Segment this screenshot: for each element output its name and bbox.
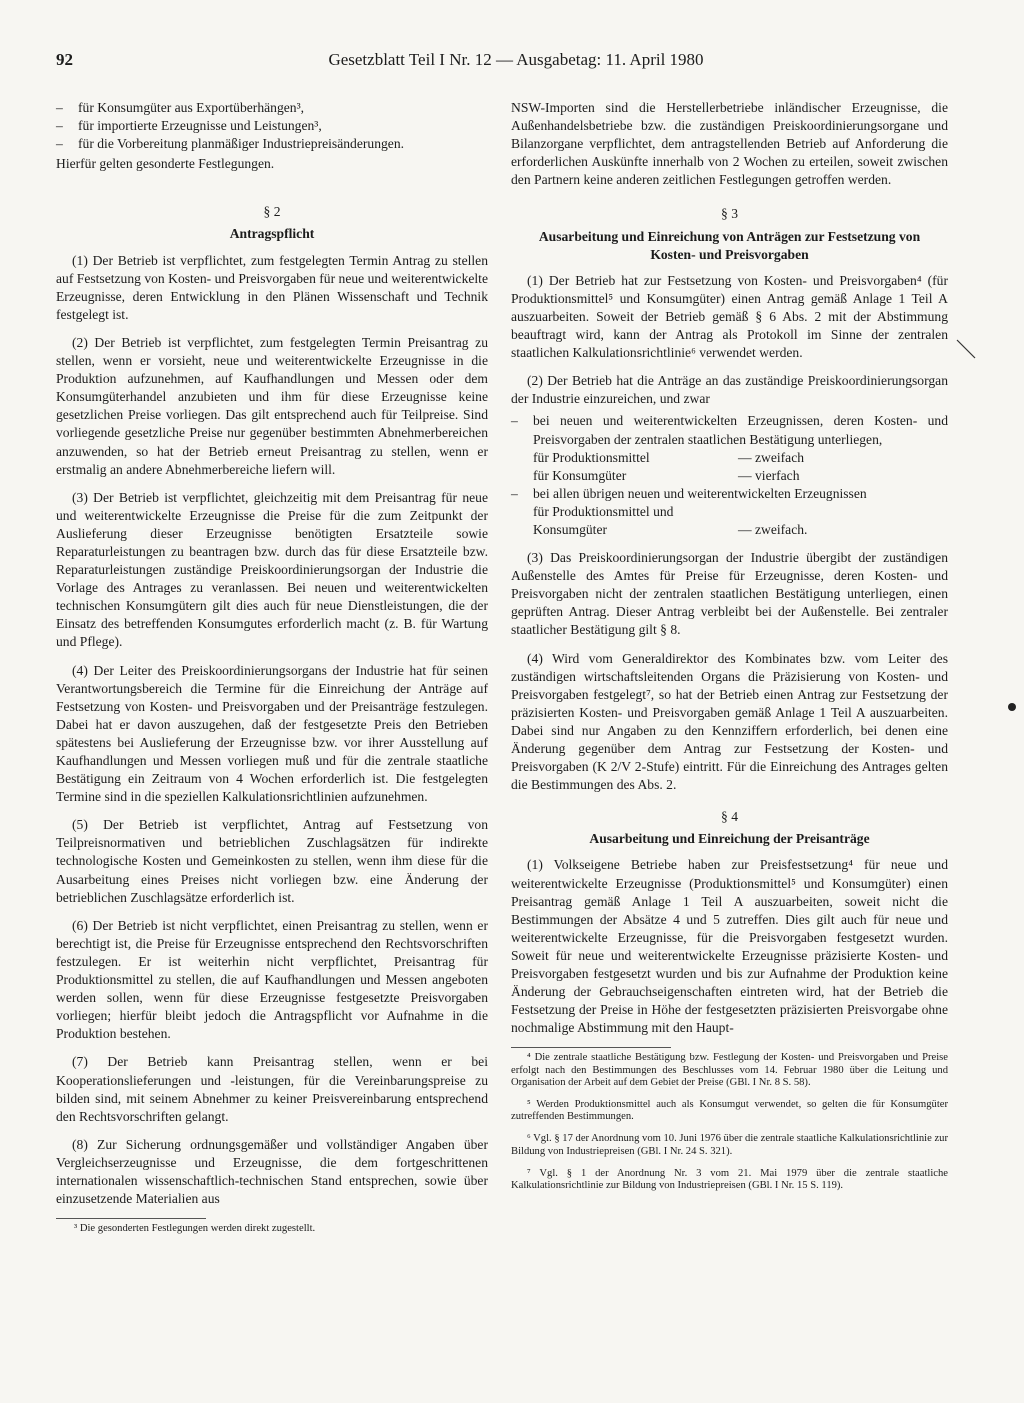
footnote: ³ Die gesonderten Festlegungen werden direkt zugestellt. [74, 1223, 316, 1235]
list-item: – für importierte Erzeugnisse und Leistungen³, [56, 118, 322, 134]
paragraph: (6) Der Betrieb ist nicht verpflichtet, einen Preisantrag zu stellen, wenn er berechtigt ist, die Preise für Erzeugnisse entsprechend den Rechtsvorschriften festzulegen. Er ist weiterhin nicht verpflichtet, Preisantrag für Produktionsmittel zu stellen, die auf Kaufhandlungen und Messen angeboten werden sollen, wenn für diese Erzeugnisse festgesetzte Preisvorgaben vorliegen; hierfür bleibt jedoch die Antragspflicht vor Aufnahme in die Produktion bestehen. [56, 917, 488, 1042]
list-item: – für Konsumgüter aus Exportüberhängen³, [56, 100, 305, 115]
frequency-row: für Produktionsmittel und [533, 503, 674, 519]
paragraph: (1) Der Betrieb hat zur Festsetzung von Kosten- und Preisvorgaben⁴ (für Produktionsmittel⁵ und Konsumgüter) einen Antrag gemäß Anlage 1 Teil A auszuarbeiten. Soweit der Betrieb gemäß § 6 Abs. 2 mit der Abstimmung beauftragt wird, kann der Antrag als Protokoll im Sinne der zentralen staatlichen Kalkulationsrichtlinie⁶ verwendet werden. [511, 272, 948, 361]
paragraph: (4) Wird vom Generaldirektor des Kombinates bzw. vom Leiter des zuständigen wirtschaftsleitenden Organs die Präzisierung von Kosten- und Preisvorgaben festgelegt⁷, so hat der Betrieb einen Antrag zur Festsetzung der präzisierten Kosten- und Preisvorgaben gemäß Anlage 1 Teil A auszuarbeiten. Dabei sind nur Angaben zu den Kennziffern erforderlich, bei denen eine Änderung gegenüber dem Antrag zur Festsetzung der Kosten- und Preisvorgaben (K 2/V 2-Stufe) eintritt. Für die Einreichung des Antrages gelten die Bestimmungen des Abs. 2. [511, 650, 948, 793]
section-number: § 2 [263, 204, 281, 220]
paragraph: (2) Der Betrieb ist verpflichtet, zum festgelegten Termin Preisantrag zu stellen, wenn er vorsieht, neue und weiterentwickelte Erzeugnisse in die Produktion aufzunehmen, auf Kaufhandlungen und Messen oder dem Konsumgüterhandel anzubieten und ihm für diese Erzeugnisse keine gesetzlichen Preise vorliegen. Das gilt entsprechend auch für Teilpreise. Sind vorliegende gesetzliche Preise nur gegenüber bestimmten Abnehmerbereichen anzuwenden, so hat der Betrieb erneut Preisantrag zu stellen, wenn er erstmalig an andere Abnehmerbereiche liefern will. [56, 334, 488, 477]
right-column [511, 99, 948, 1202]
paragraph: Hierfür gelten gesonderte Festlegungen. [56, 156, 275, 172]
paragraph: (7) Der Betrieb kann Preisantrag stellen, wenn er bei Kooperationslieferungen und -leistungen, für die Vereinbarungspreise zu bilden sind, mit seinem Abnehmer zu keiner Preisvereinbarung entsprechend den Rechtsvorschriften gelangt. [56, 1054, 488, 1124]
list-item: – bei allen übrigen neuen und weiterentwickelten Erzeugnissen [511, 485, 867, 501]
list-item: – für die Vorbereitung planmäßiger Industriepreisänderungen. [56, 136, 405, 152]
paragraph: (3) Das Preiskoordinierungsorgan der Industrie übergibt der zuständigen Außenstelle des Amtes für Preise für Erzeugnisse, deren Kosten- und Preisvorgaben nicht der zentralen staatlichen Bestätigung unterliegen, einen geprüften Antrag. Dieser Antrag verbleibt bei der Außenstelle. Bei zentraler staatlicher Bestätigung gilt § 8. [511, 550, 948, 638]
paragraph: (8) Zur Sicherung ordnungsgemäßer und vollständiger Angaben über Vergleichserzeugnisse und Erzeugnisse, die dem fortgeschrittenen internationalen wissenschaftlich-technischen Stand entsprechen, sowie über einzusetzende Materialien aus [56, 1136, 488, 1207]
footnote-rule [56, 1218, 206, 1219]
page-number: 92 [56, 50, 73, 69]
page-header [56, 50, 976, 74]
paragraph: (1) Der Betrieb ist verpflichtet, zum festgelegten Termin Antrag zu stellen auf Festsetzung von Kosten- und Preisvorgaben für neue und weiterentwickelte Erzeugnisse, deren Entwicklung in den Plänen Wissenschaft und Technik festgelegt ist. [56, 252, 488, 322]
section-title: Ausarbeitung und Einreichung von Anträgen zur Festsetzung von Kosten- und Preisvorgaben [538, 228, 921, 262]
frequency-row: für Konsumgüter — vierfach [533, 467, 800, 483]
footnote: ⁵ Werden Produktionsmittel auch als Konsumgut verwendet, so gelten die für Konsumgüter zutreffenden Bestimmungen. [511, 1099, 948, 1123]
paragraph: (4) Der Leiter des Preiskoordinierungsorgans der Industrie hat für seinen Verantwortungsbereich die Termine für die Einreichung der Anträge auf Festsetzung von Kosten- und Preisvorgaben und der Preisanträge festzulegen. Dabei hat er davon auszugehen, daß der festgesetzte Preis den Betrieben spätestens bei Auslieferung der Erzeugnisse bzw. vor ihrer Ausstellung auf Kaufhandlungen und Messen vorliegen muß und für die zentrale staatliche Bestätigung ein Zeitraum von 4 Wochen erforderlich ist. Die festgelegten Termine sind in die speziellen Kalkulationsrichtlinien aufzunehmen. [56, 662, 488, 805]
scan-mark [955, 338, 977, 360]
scan-mark [1005, 700, 1019, 714]
section-title: Antragspflicht [229, 226, 315, 242]
footnote-rule [511, 1047, 671, 1048]
footnote: ⁴ Die zentrale staatliche Bestätigung bzw. Festlegung der Kosten- und Preisvorgaben und Preise erfolgt nach den Bestimmungen des Beschlusses vom 14. Februar 1980 über die Leitung und Organisation der Arbeit auf dem Gebiet der Preise (GBl. I Nr. 8 S. 58). [511, 1052, 948, 1088]
footnote: ⁷ Vgl. § 1 der Anordnung Nr. 3 vom 21. Mai 1979 über die zentrale staatliche Kalkulationsrichtlinie zur Bildung von Industriepreisen (GBl. I Nr. 15 S. 119). [511, 1167, 948, 1192]
section-number: § 3 [721, 206, 738, 222]
frequency-row: Konsumgüter — zweifach. [533, 521, 808, 537]
section-title: Ausarbeitung und Einreichung der Preisanträge [589, 831, 870, 847]
paragraph: (2) Der Betrieb hat die Anträge an das zuständige Preiskoordinierungsorgan der Industrie einzureichen, und zwar [511, 373, 948, 407]
paragraph: (1) Volkseigene Betriebe haben zur Preisfestsetzung⁴ für neue und weiterentwickelte Erzeugnisse (Produktionsmittel⁵ und Konsumgüter) einen Preisantrag gemäß Anlage 1 Teil A auszuarbeiten, soweit nicht die Bestimmungen der Absätze 4 und 5 zutreffen. Dies gilt auch für neue und weiterentwickelte Erzeugnisse, für die Preisvorgaben festgesetzt wurden. Soweit für neue und weiterentwickelte Erzeugnisse präzisierte Kosten- und Preisvorgaben festgesetzt wurden und bis zur Aufnahme der Produktion keine Änderung der Gebrauchseigenschaften eintreten wird, hat der Betrieb die Festsetzung der Preise in Höhe der festgesetzten präzisierten Preisvorgabe ohne nochmalige Abstimmung mit den Haupt- [511, 857, 948, 1036]
running-title: Gesetzblatt Teil I Nr. 12 — Ausgabetag: 11. April 1980 [328, 50, 704, 69]
paragraph: (3) Der Betrieb ist verpflichtet, gleichzeitig mit dem Preisantrag für neue und weiterentwickelte Erzeugnisse die Preise für die zum Zeitpunkt der Auslieferung dieser Erzeugnisse benötigten Ersatzteile sowie Reparaturleistungen zu beantragen bzw. durch das für diese Ersatzteile bzw. Reparaturleistungen zuständige Preiskoordinierungsorgan der Industrie die Vorlage des Antrages zu veranlassen. Bei neuen und weiterentwickelten technischen Konsumgütern gilt dies auch für neue Dienstleistungen, die der Einsatz des betreffenden Konsumgutes erforderlich macht (z. B. für Wartung und Pflege). [56, 489, 488, 650]
footnote: ⁶ Vgl. § 17 der Anordnung vom 10. Juni 1976 über die zentrale staatliche Kalkulationsrichtlinie zur Bildung von Industriepreisen (GBl. I Nr. 24 S. 321). [511, 1133, 948, 1157]
section-number: § 4 [721, 809, 738, 825]
left-column [56, 99, 488, 1245]
paragraph: (5) Der Betrieb ist verpflichtet, Antrag auf Festsetzung von Teilpreisnormativen und betrieblichen Zuschlagsätzen für indirekte technologische Kosten und Gemeinkosten zu stellen, wenn ihm diese für die Ausarbeitung eines Preises nicht vorliegen bzw. eine Änderung der betrieblichen Zuschlagsätze erforderlich ist. [56, 817, 488, 905]
paragraph: NSW-Importen sind die Herstellerbetriebe inländischer Erzeugnisse, die Außenhandelsbetriebe bzw. die zuständigen Preiskoordinierungsorgane und Bilanzorgane verpflichtet, dem antragstellenden Betrieb auf Anforderung die erforderlichen Auskünfte innerhalb von 2 Wochen zu erteilen, soweit zwischen den Partnern keine anderen zeitlichen Festlegungen getroffen werden. [511, 100, 948, 188]
list-item: – bei neuen und weiterentwickelten Erzeugnissen, deren Kosten- und Preisvorgaben der zentralen staatlichen Bestätigung unterliegen, [511, 413, 948, 447]
frequency-row: für Produktionsmittel — zweifach [533, 449, 805, 465]
